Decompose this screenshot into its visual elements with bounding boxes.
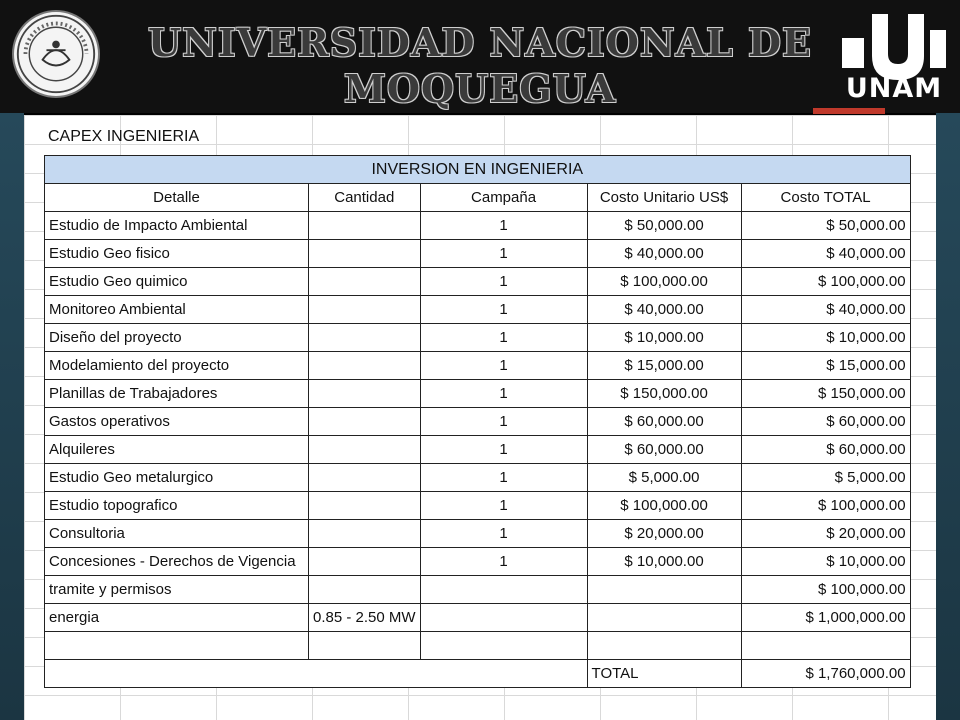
cell-costo-total[interactable]: $ 40,000.00 (741, 296, 910, 324)
cell-campana[interactable]: 1 (420, 296, 587, 324)
column-header-campana: Campaña (420, 184, 587, 212)
cell-costo-total[interactable]: $ 60,000.00 (741, 408, 910, 436)
table-row (45, 576, 911, 604)
cell-campana[interactable]: 1 (420, 268, 587, 296)
cell-cantidad[interactable] (309, 548, 421, 576)
cell-cantidad[interactable] (309, 296, 421, 324)
cell-detalle[interactable]: Consultoria (45, 520, 309, 548)
total-value[interactable]: $ 1,760,000.00 (741, 660, 910, 688)
total-row-spacer (45, 660, 588, 688)
cell-detalle[interactable]: tramite y permisos (45, 576, 309, 604)
cell-detalle[interactable]: Estudio topografico (45, 492, 309, 520)
cell-detalle[interactable] (45, 632, 309, 660)
cell-detalle[interactable]: Estudio Geo metalurgico (45, 464, 309, 492)
slide-background-left (0, 113, 24, 720)
cell-costo-total[interactable]: $ 1,000,000.00 (741, 604, 910, 632)
cell-cantidad[interactable] (309, 324, 421, 352)
cell-costo-unitario[interactable]: $ 50,000.00 (587, 212, 741, 240)
cell-cantidad[interactable] (309, 408, 421, 436)
cell-campana[interactable]: 1 (420, 492, 587, 520)
cell-costo-total[interactable]: $ 15,000.00 (741, 352, 910, 380)
cell-campana[interactable] (420, 632, 587, 660)
table-row (45, 492, 911, 520)
cell-cantidad[interactable] (309, 576, 421, 604)
cell-detalle[interactable]: Planillas de Trabajadores (45, 380, 309, 408)
table-row (45, 464, 911, 492)
cell-campana[interactable] (420, 604, 587, 632)
cell-detalle[interactable]: Estudio Geo quimico (45, 268, 309, 296)
table-row (45, 212, 911, 240)
column-header-costo-total: Costo TOTAL (741, 184, 910, 212)
table-row (45, 436, 911, 464)
cell-campana[interactable] (420, 576, 587, 604)
cell-costo-unitario[interactable]: $ 15,000.00 (587, 352, 741, 380)
cell-costo-unitario[interactable]: $ 100,000.00 (587, 492, 741, 520)
unam-logo (838, 8, 950, 104)
cell-costo-unitario[interactable]: $ 60,000.00 (587, 408, 741, 436)
capex-table (44, 155, 911, 688)
table-row (45, 240, 911, 268)
cell-costo-total[interactable]: $ 40,000.00 (741, 240, 910, 268)
cell-costo-total[interactable]: $ 20,000.00 (741, 520, 910, 548)
cell-campana[interactable]: 1 (420, 212, 587, 240)
cell-campana[interactable]: 1 (420, 436, 587, 464)
table-row (45, 324, 911, 352)
table-row (45, 632, 911, 660)
cell-costo-unitario[interactable]: $ 10,000.00 (587, 324, 741, 352)
university-title (130, 20, 830, 112)
cell-cantidad[interactable] (309, 240, 421, 268)
table-row (45, 380, 911, 408)
accent-bar (813, 108, 885, 114)
total-label[interactable]: TOTAL (587, 660, 741, 688)
cell-cantidad[interactable] (309, 352, 421, 380)
column-header-cantidad: Cantidad (309, 184, 421, 212)
table-row (45, 352, 911, 380)
cell-campana[interactable]: 1 (420, 380, 587, 408)
sheet-title: CAPEX INGENIERIA (48, 128, 200, 145)
cell-campana[interactable]: 1 (420, 548, 587, 576)
cell-cantidad[interactable]: 0.85 - 2.50 MW (309, 604, 421, 632)
cell-detalle[interactable]: Modelamiento del proyecto (45, 352, 309, 380)
cell-campana[interactable]: 1 (420, 352, 587, 380)
table-row (45, 408, 911, 436)
cell-costo-total[interactable]: $ 10,000.00 (741, 548, 910, 576)
cell-costo-total[interactable]: $ 150,000.00 (741, 380, 910, 408)
cell-costo-total[interactable] (741, 632, 910, 660)
cell-costo-unitario[interactable] (587, 576, 741, 604)
cell-cantidad[interactable] (309, 520, 421, 548)
cell-cantidad[interactable] (309, 380, 421, 408)
table-row (45, 548, 911, 576)
title-line-1: UNIVERSIDAD NACIONAL DE (148, 20, 812, 65)
cell-cantidad[interactable] (309, 492, 421, 520)
cell-detalle[interactable]: Concesiones - Derechos de Vigencia (45, 548, 309, 576)
cell-costo-unitario[interactable] (587, 632, 741, 660)
column-header-costo-unitario: Costo Unitario US$ (587, 184, 741, 212)
university-seal-icon (12, 10, 100, 98)
cell-costo-unitario[interactable]: $ 60,000.00 (587, 436, 741, 464)
unam-logo-text: UNAM (845, 73, 943, 104)
cell-detalle[interactable]: Monitoreo Ambiental (45, 296, 309, 324)
header-banner (0, 0, 960, 115)
cell-costo-unitario[interactable]: $ 10,000.00 (587, 548, 741, 576)
table-row (45, 520, 911, 548)
cell-costo-total[interactable]: $ 100,000.00 (741, 268, 910, 296)
cell-costo-total[interactable]: $ 5,000.00 (741, 464, 910, 492)
cell-costo-unitario[interactable]: $ 40,000.00 (587, 240, 741, 268)
cell-campana[interactable]: 1 (420, 464, 587, 492)
cell-detalle[interactable]: Estudio de Impacto Ambiental (45, 212, 309, 240)
cell-campana[interactable]: 1 (420, 408, 587, 436)
column-header-detalle: Detalle (45, 184, 309, 212)
cell-costo-unitario[interactable]: $ 20,000.00 (587, 520, 741, 548)
cell-costo-total[interactable]: $ 60,000.00 (741, 436, 910, 464)
total-row (45, 660, 911, 688)
cell-costo-unitario[interactable] (587, 604, 741, 632)
cell-campana[interactable]: 1 (420, 240, 587, 268)
cell-campana[interactable]: 1 (420, 520, 587, 548)
cell-costo-total[interactable]: $ 10,000.00 (741, 324, 910, 352)
table-title: INVERSION EN INGENIERIA (45, 156, 911, 184)
cell-detalle[interactable]: Gastos operativos (45, 408, 309, 436)
cell-detalle[interactable]: Estudio Geo fisico (45, 240, 309, 268)
cell-costo-unitario[interactable]: $ 150,000.00 (587, 380, 741, 408)
cell-costo-total[interactable]: $ 50,000.00 (741, 212, 910, 240)
header-row (45, 184, 911, 212)
cell-cantidad[interactable] (309, 632, 421, 660)
table-row (45, 296, 911, 324)
cell-cantidad[interactable] (309, 464, 421, 492)
cell-costo-unitario[interactable]: $ 100,000.00 (587, 268, 741, 296)
table-row (45, 604, 911, 632)
cell-costo-total[interactable]: $ 100,000.00 (741, 492, 910, 520)
cell-detalle[interactable]: Alquileres (45, 436, 309, 464)
cell-costo-total[interactable]: $ 100,000.00 (741, 576, 910, 604)
cell-cantidad[interactable] (309, 212, 421, 240)
cell-campana[interactable]: 1 (420, 324, 587, 352)
table-row (45, 268, 911, 296)
cell-detalle[interactable]: energia (45, 604, 309, 632)
cell-cantidad[interactable] (309, 436, 421, 464)
title-line-2: MOQUEGUA (343, 66, 617, 111)
cell-costo-unitario[interactable]: $ 40,000.00 (587, 296, 741, 324)
slide-background-right (936, 113, 960, 720)
cell-detalle[interactable]: Diseño del proyecto (45, 324, 309, 352)
cell-costo-unitario[interactable]: $ 5,000.00 (587, 464, 741, 492)
cell-cantidad[interactable] (309, 268, 421, 296)
